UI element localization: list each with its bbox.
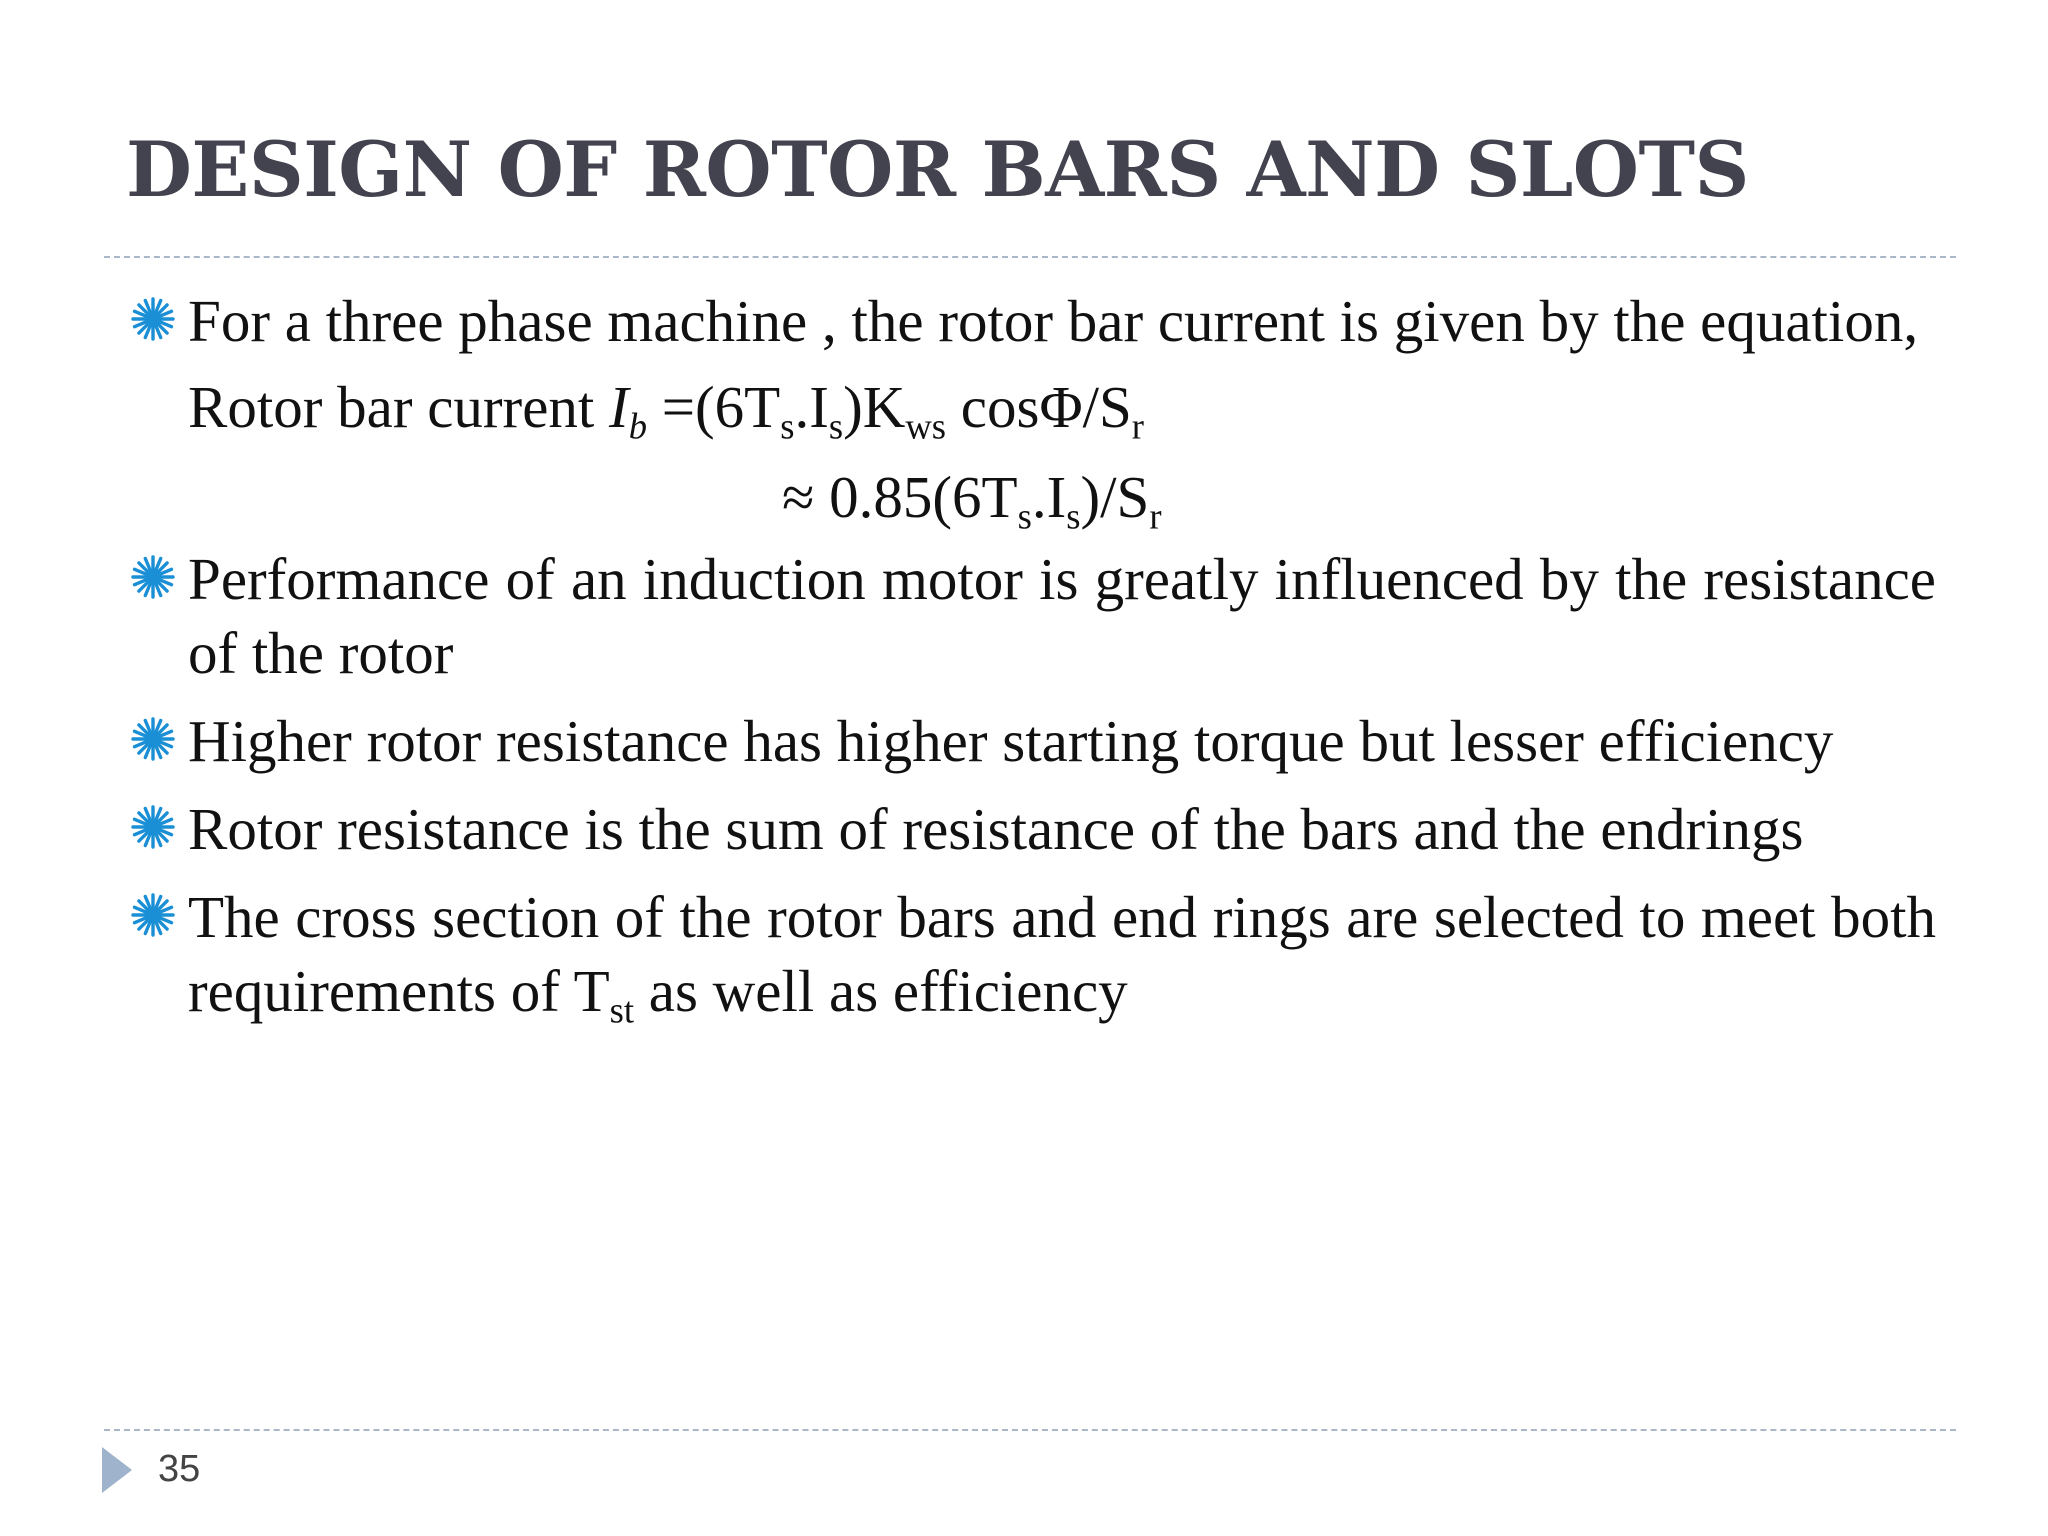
page-number: 35 [158,1448,201,1490]
slide-title: DESIGN OF ROTOR BARS AND SLOTS [126,125,1749,214]
footer-arrow-icon [102,1447,132,1493]
formula-subscript: b [628,405,647,447]
bullet-text-subscript: st [609,989,635,1031]
rotor-bar-current-formula [130,370,1936,447]
bullet-text: Higher rotor resistance has higher starting torque but lesser efficiency [188,708,1834,774]
bullet-item [130,542,1936,690]
starburst-bullet-icon [130,554,176,600]
formula-subscript: ws [905,405,947,447]
starburst-bullet-icon [130,804,176,850]
bullet-text-part: as well as efficiency [634,958,1128,1024]
starburst-bullet-icon [130,296,176,342]
bullet-item [130,704,1936,778]
slide-body [130,284,1936,1031]
formula-part: )/S [1080,464,1150,530]
formula-subscript: s [780,405,795,447]
bullet-text [188,880,1936,1031]
formula-part: =(6T [647,374,781,440]
formula-part: )K [843,374,906,440]
title-divider [104,256,1956,258]
formula-part: .I [794,374,829,440]
bullet-text: Rotor resistance is the sum of resistance of the bars and the endrings [188,796,1804,862]
rotor-bar-current-approximation [130,460,1936,537]
bullet-text-part: The cross section of the rotor bars and end rings are selected to meet both requirements of T [188,884,1936,1024]
formula-part: .I [1031,464,1067,530]
formula-part: ≈ 0.85(6T [782,464,1018,530]
formula-part: cosΦ/S [946,374,1132,440]
bullet-item [130,880,1936,1031]
formula-subscript: s [1066,495,1081,537]
footer-divider [104,1429,1956,1431]
bullet-item [130,284,1936,358]
starburst-bullet-icon [130,892,176,938]
bullet-text: For a three phase machine , the rotor bar current is given by the equation, [188,288,1919,354]
bullet-item [130,792,1936,866]
formula-label: Rotor bar current [188,374,610,440]
formula-subscript: r [1149,495,1162,537]
formula-subscript: s [1017,495,1032,537]
formula-subscript: s [828,405,844,447]
starburst-bullet-icon [130,716,176,762]
bullet-text: Performance of an induction motor is greatly influenced by the resistance of the rotor [188,546,1936,686]
formula-variable: I [609,374,629,440]
formula-subscript: r [1131,405,1144,447]
